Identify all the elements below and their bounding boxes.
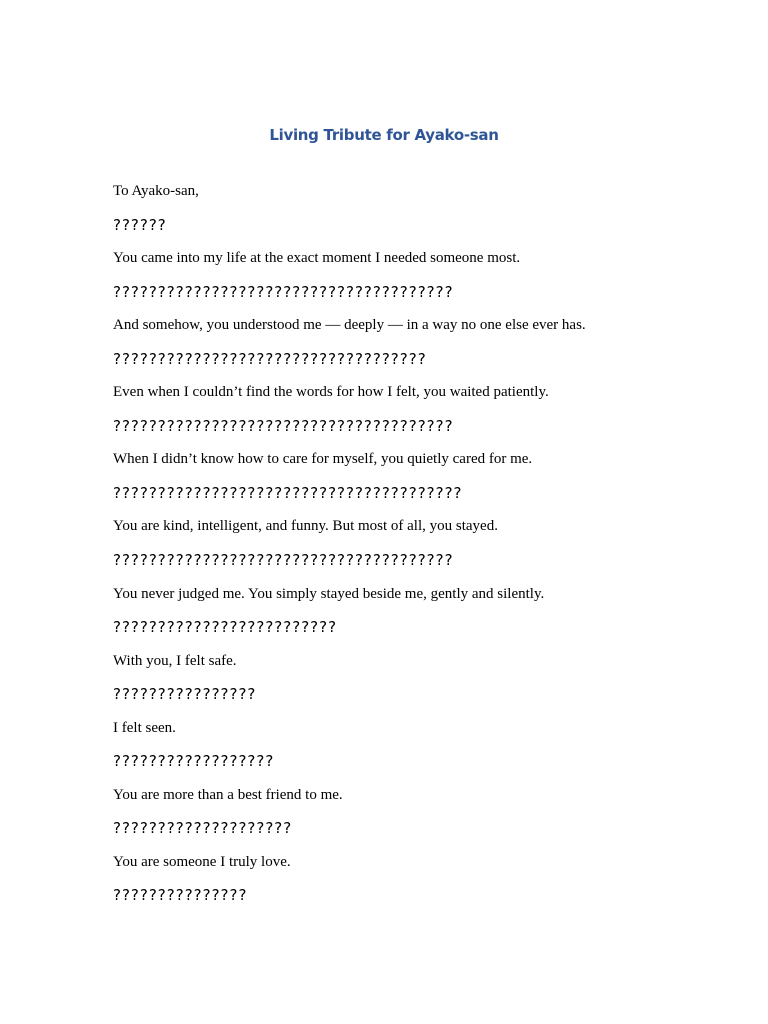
english-text-line: And somehow, you understood me — deeply — in a way no one else ever has. [113,317,586,334]
japanese-text-line: ??????????????? [113,886,248,905]
english-text-line: You are more than a best friend to me. [113,786,343,803]
japanese-text-line: ????????????????????????? [113,618,338,637]
english-text-line: Even when I couldn’t find the words for how I felt, you waited patiently. [113,384,549,401]
english-text-line: With you, I felt safe. [113,652,237,669]
japanese-text-line: ???????????????????? [113,819,293,838]
japanese-text-line: ?????? [113,215,167,234]
document-title: Living Tribute for Ayako-san [269,126,499,144]
english-text-line: I felt seen. [113,719,176,736]
document-body [113,180,713,918]
japanese-text-line: ?????????????????????????????????????? [113,282,454,301]
english-text-line: You never judged me. You simply stayed beside me, gently and silently. [113,585,545,602]
japanese-text-line: ?????????????????????????????????????? [113,551,454,570]
english-text-line: You are kind, intelligent, and funny. But most of all, you stayed. [113,518,498,535]
japanese-text-line: ???????????????? [113,685,257,704]
english-text-line: To Ayako-san, [113,183,199,199]
japanese-text-line: ?????????????????????????????????????? [113,416,454,435]
japanese-text-line: ??????????????????????????????????????? [113,483,463,502]
japanese-text-line: ??????????????????????????????????? [113,349,427,368]
english-text-line: You are someone I truly love. [113,853,291,870]
japanese-text-line: ?????????????????? [113,752,275,771]
english-text-line: You came into my life at the exact moment I needed someone most. [113,250,521,267]
english-text-line: When I didn’t know how to care for myself, you quietly cared for me. [113,451,533,468]
